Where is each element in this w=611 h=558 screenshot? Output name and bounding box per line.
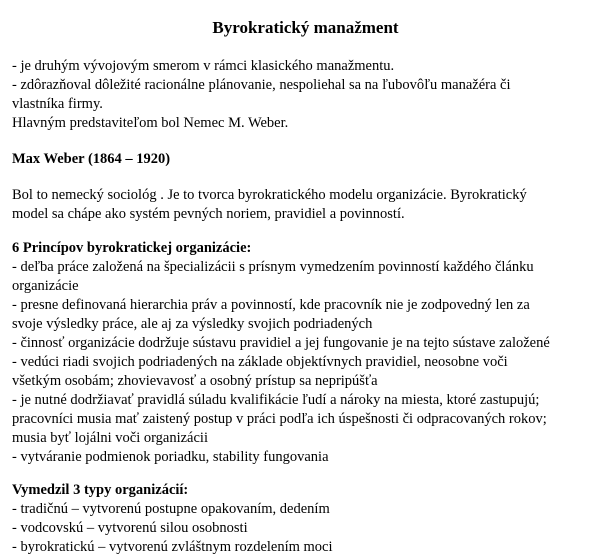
- principle-line: - deľba práce založená na špecializácii s prísnym vymedzením povinností každého článku: [12, 259, 534, 275]
- principle-line: musia byť lojálni voči organizácii: [12, 430, 208, 446]
- principle-line: - je nutné dodržiavať pravidlá súladu kvalifikácie ľudí a nároky na miesta, ktoré zastupujú;: [12, 392, 540, 408]
- principles-list: [12, 258, 607, 467]
- principle-line: - činnosť organizácie dodržuje sústavu pravidiel a jej fungovanie je na tejto sústave založené: [12, 335, 550, 351]
- principle-line: organizácie: [12, 278, 79, 294]
- types-list: [12, 500, 607, 557]
- document-title: Byrokratický manažment: [212, 18, 399, 37]
- weber-line: model sa chápe ako systém pevných noriem, pravidiel a povinností.: [12, 206, 405, 222]
- intro-line: - je druhým vývojovým smerom v rámci klasického manažmentu.: [12, 58, 395, 74]
- principle-line: - vytváranie podmienok poriadku, stability fungovania: [12, 449, 329, 465]
- type-line: - vodcovskú – vytvorenú silou osobnosti: [12, 520, 248, 536]
- principle-line: - presne definovaná hierarchia práv a povinností, kde pracovník nie je zodpovedný len za: [12, 297, 530, 313]
- principle-line: všetkým osobám; zhovievavosť a osobný prístup sa nepripúšťa: [12, 373, 378, 389]
- weber-heading: Max Weber (1864 – 1920): [12, 151, 171, 167]
- type-line: - byrokratickú – vytvorenú zvláštnym rozdelením moci: [12, 539, 333, 555]
- intro-line: vlastníka firmy.: [12, 96, 103, 112]
- weber-paragraph: [12, 186, 607, 224]
- weber-line: Bol to nemecký sociológ . Je to tvorca byrokratického modelu organizácie. Byrokratický: [12, 187, 527, 203]
- types-heading: Vymedzil 3 typy organizácií:: [12, 482, 189, 498]
- intro-paragraph: [12, 57, 607, 133]
- type-line: - tradičnú – vytvorenú postupne opakovaním, dedením: [12, 501, 330, 517]
- principles-heading: 6 Princípov byrokratickej organizácie:: [12, 240, 252, 256]
- principle-line: svoje výsledky práce, ale aj za výsledky svojich podriadených: [12, 316, 373, 332]
- principle-line: pracovníci musia mať zaistený postup v práci podľa ich úspešnosti či odpracovaných rokov;: [12, 411, 547, 427]
- principle-line: - vedúci riadi svojich podriadených na základe objektívnych pravidiel, neosobne voči: [12, 354, 508, 370]
- intro-line: Hlavným predstaviteľom bol Nemec M. Weber.: [12, 115, 289, 131]
- intro-line: - zdôrazňoval dôležité racionálne plánovanie, nespoliehal sa na ľubovôľu manažéra či: [12, 77, 511, 93]
